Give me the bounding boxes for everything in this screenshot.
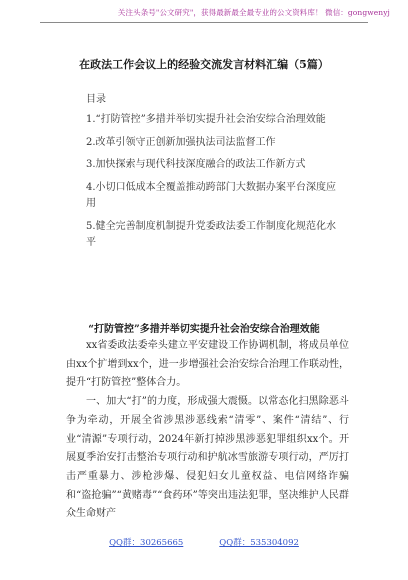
section-body <box>66 337 349 524</box>
footer-qq-group-1[interactable]: QQ群：30265665 <box>109 538 184 548</box>
footer-qq-group-2[interactable]: QQ群：535304092 <box>219 538 299 548</box>
toc-item-4: 4.小切口低成本全覆盖推动跨部门大数据办案平台深度应用 <box>86 181 336 209</box>
section-title: “打防管控”多措并举切实提升社会治安综合治理效能 <box>88 324 320 335</box>
toc-item-3: 3.加快探索与现代科技深度融合的政法工作新方式 <box>86 159 306 170</box>
footer-note <box>0 536 408 548</box>
table-of-contents <box>86 92 336 258</box>
body-paragraph-1: xx省委政法委牵头建立平安建设工作协调机制，将成员单位由xx个扩增到xx个，进一步增强社会治安综合治理工作联动性，提升“打防管控”整体合力。 <box>66 340 349 389</box>
body-paragraph-2: 一、加大“打”的力度，形成强大震慑。以常态化扫黑除恶斗争为牵动，开展全省涉黑涉恶线索“清零”、案件“清结”、行业“清源”专项行动，2024年新打掉涉黑涉恶犯罪组织xx个。开展夏季治安打击整治专项行动和护航冰雪旅游专项行动，严厉打击严重暴力、涉枪涉爆、侵犯妇女儿童权益、电信网络诈骗和“盗抢骗”“黄赌毒”“食药环”等突出违法犯罪，坚决维护人民群众生命财产 <box>66 396 349 520</box>
toc-heading: 目录 <box>86 94 106 105</box>
toc-item-5: 5.健全完善制度机制提升党委政法委工作制度化规范化水平 <box>86 220 336 248</box>
toc-item-2: 2.改革引领守正创新加强执法司法监督工作 <box>86 136 276 148</box>
header-note: 关注头条号"公文研究"，获得最新最全最专业的公文资料库！ 微信：gongwenyj <box>117 8 390 17</box>
document-title: 在政法工作会议上的经验交流发言材料汇编（5篇） <box>79 58 329 71</box>
header-divider <box>40 22 368 23</box>
toc-item-1: 1.“打防管控”多措并举切实提升社会治安综合治理效能 <box>86 114 326 125</box>
